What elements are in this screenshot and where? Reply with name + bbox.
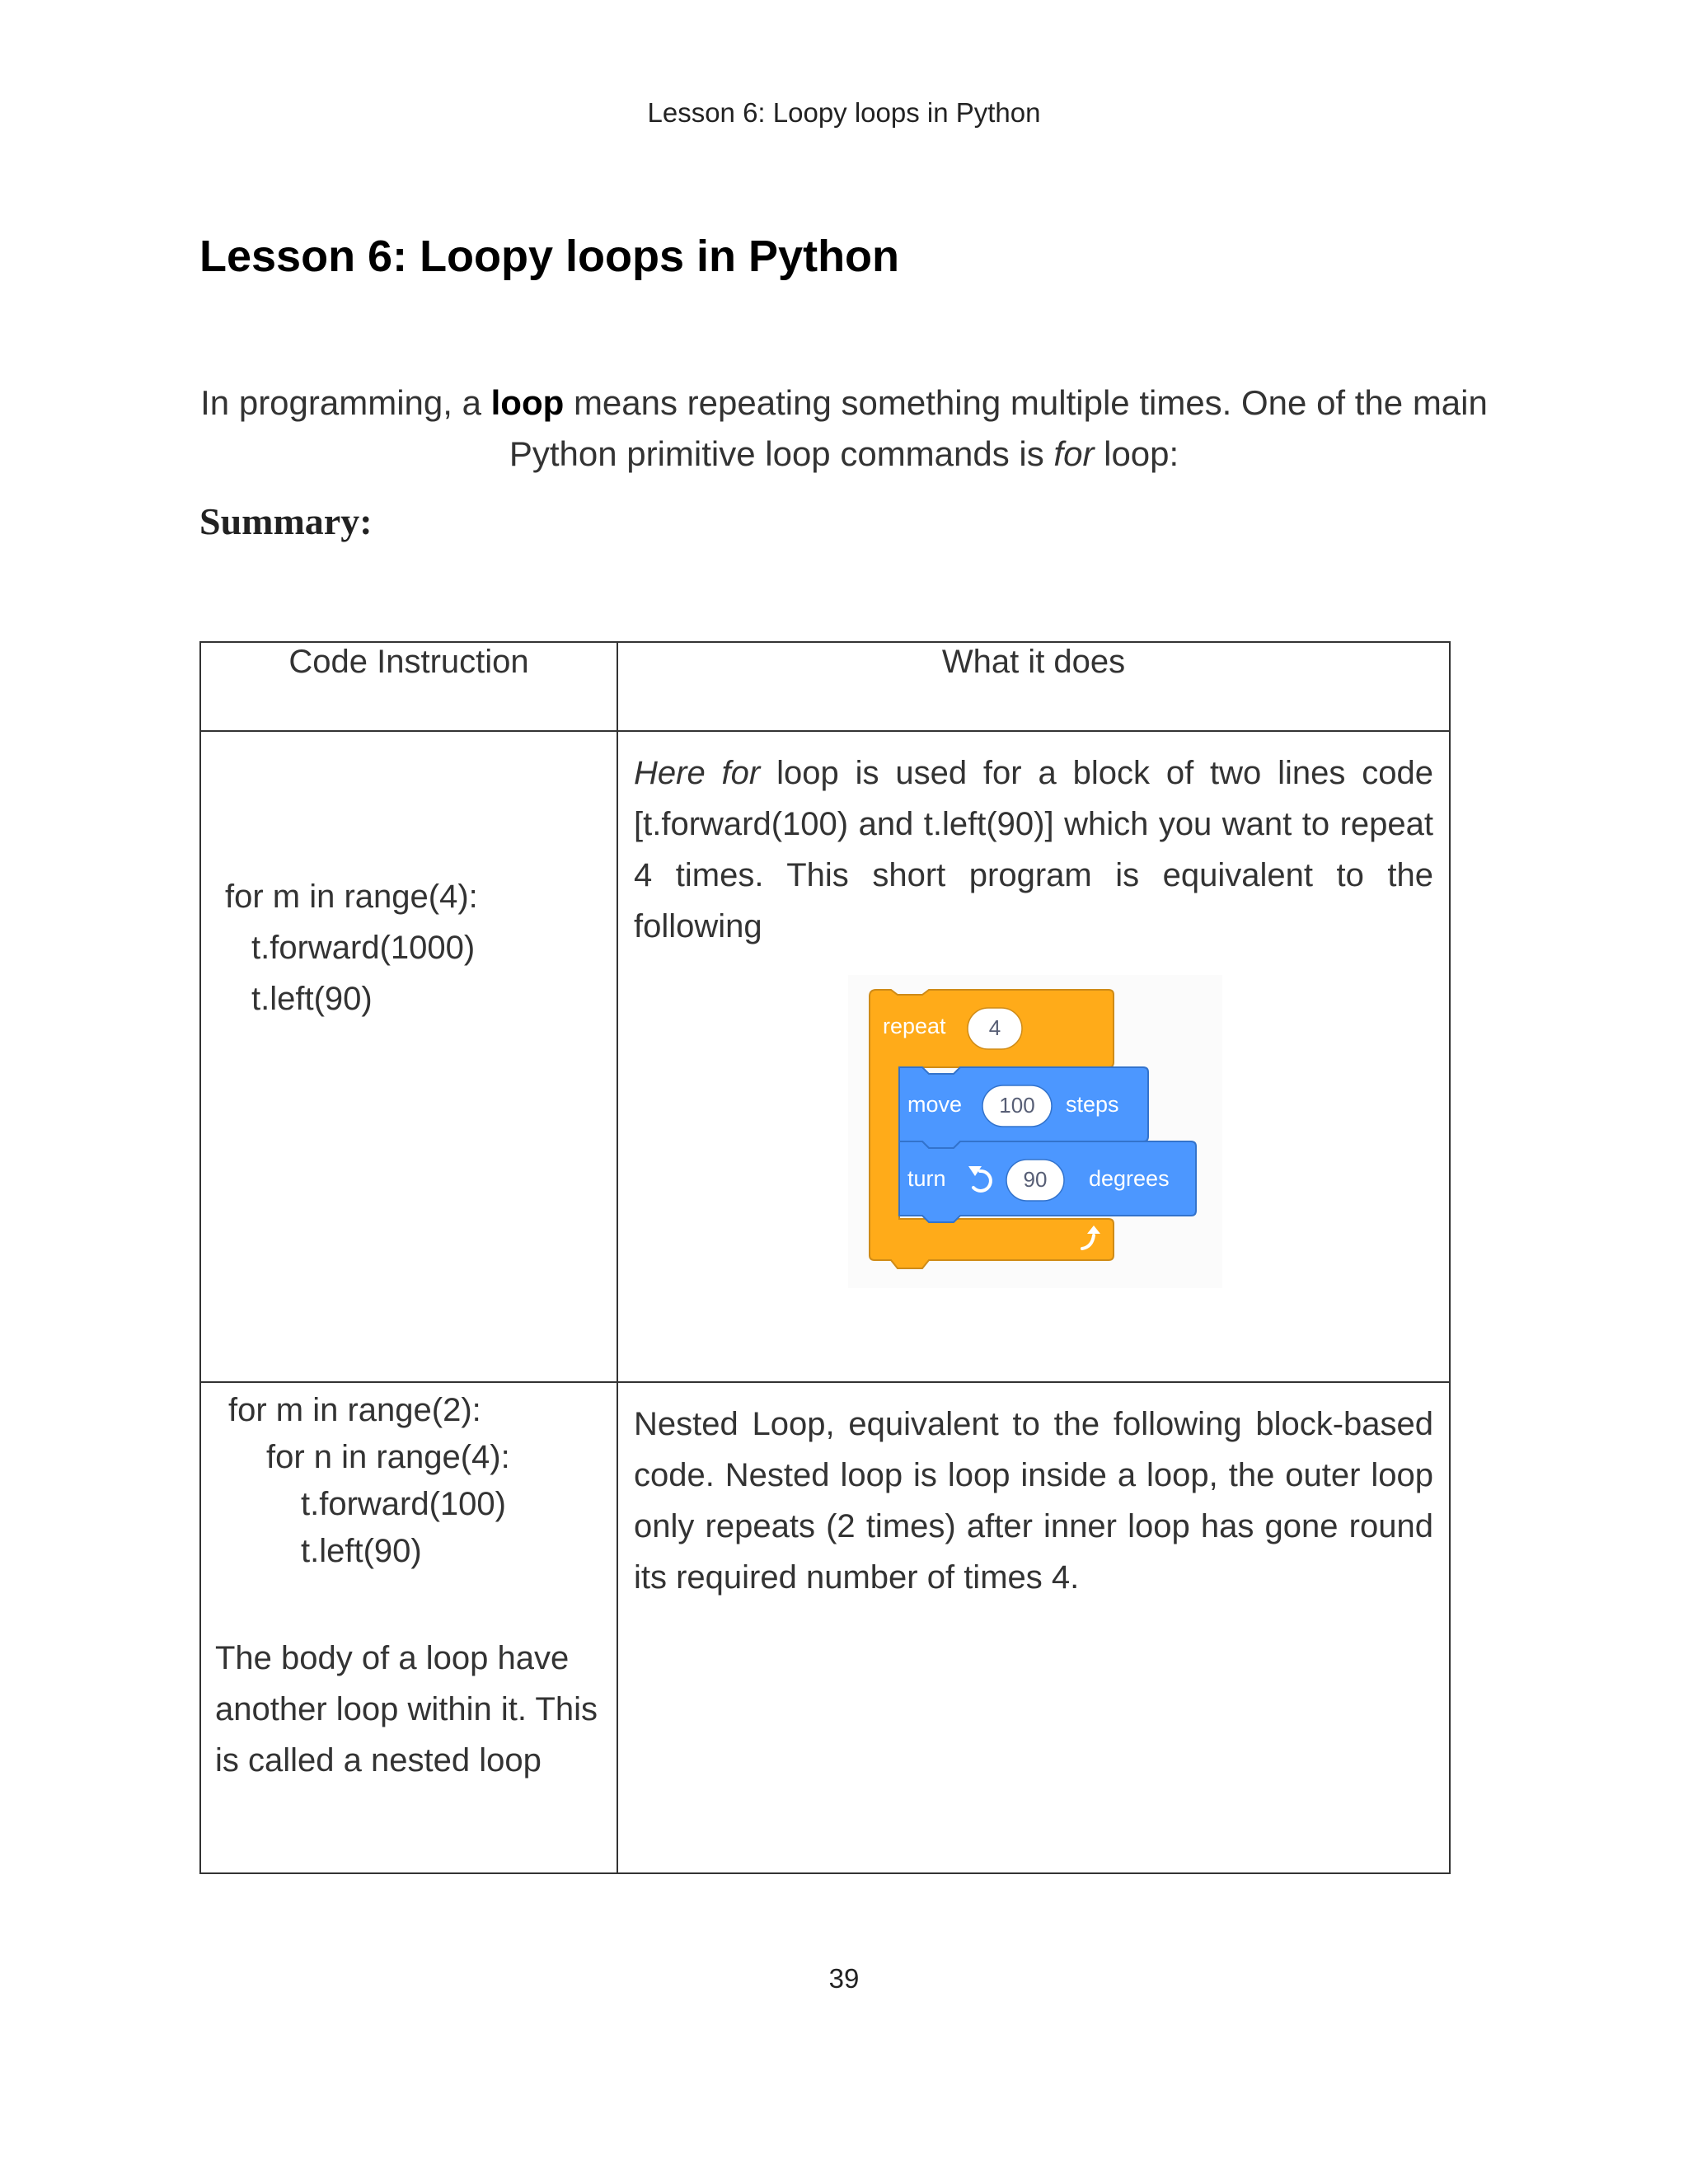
nested-loop-note: The body of a loop have another loop within it. This is called a nested loop [215,1640,598,1779]
code-line: for m in range(2): [228,1392,481,1428]
code-line: t.left(90) [251,981,373,1017]
description-text [619,733,1448,952]
turn-unit-label: degrees [1089,1166,1170,1191]
repeat-count: 4 [988,1015,1001,1040]
table-header-row [200,642,1450,731]
summary-heading: Summary: [199,500,373,542]
code-snippet [202,1384,616,1575]
column-header-code: Code Instruction [200,642,617,731]
turn-degrees-value: 90 [1023,1167,1048,1192]
code-line: t.forward(100) [301,1486,506,1522]
column-header-description: What it does [617,642,1450,731]
intro-bold-term: loop [490,383,565,422]
move-steps-value: 100 [999,1093,1035,1118]
running-header: Lesson 6: Loopy loops in Python [647,97,1041,128]
intro-text-1: In programming, a [200,383,491,422]
code-cell [200,1382,617,1873]
description-italic: Here for [634,755,761,791]
table-row [200,1382,1450,1873]
intro-text-3: loop: [1094,434,1179,473]
code-snippet [202,733,616,1024]
summary-table [199,641,1451,1874]
move-unit-label: steps [1066,1092,1119,1117]
scratch-blocks-image [848,975,1222,1288]
intro-text-2: means repeating something multiple times. One of the main Python primitive loop commands is [509,383,1488,473]
lesson-title: Lesson 6: Loopy loops in Python [199,232,900,281]
page-number: 39 [828,1963,860,1994]
repeat-label: repeat [883,1014,946,1038]
description-cell [617,1382,1450,1873]
description-body: loop is used for a block of two lines code [t.forward(100) and t.left(90)] which you want to repeat 4 times. This short program is equivalent to the following [634,755,1434,944]
code-line: for m in range(4): [225,879,478,915]
intro-paragraph [199,377,1489,480]
move-label: move [907,1092,963,1117]
code-line: for n in range(4): [266,1439,510,1475]
code-line: t.forward(1000) [251,930,476,966]
description-cell [617,731,1450,1382]
turn-label: turn [907,1166,946,1191]
code-line: t.left(90) [301,1533,422,1569]
code-cell [200,731,617,1382]
table-row [200,731,1450,1382]
intro-italic-term: for [1053,434,1095,473]
description-text: Nested Loop, equivalent to the following block-based code. Nested loop is loop inside a loop, the outer loop only repeats (2 times) after inner loop has gone round its required number of times 4. [634,1406,1433,1596]
